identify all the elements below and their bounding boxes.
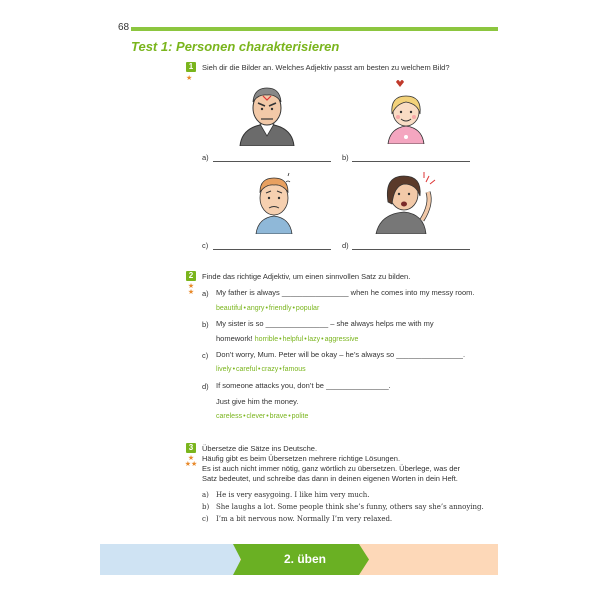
answer-label-c: c) [202,241,209,250]
answer-line-a[interactable] [213,161,331,162]
answer-line-d[interactable] [352,249,470,250]
option-word[interactable]: famous [282,366,306,373]
happy-girl-illustration [384,78,428,144]
task3-item-c-text: I’m a bit nervous now. Normally I’m very relaxed. [216,515,393,523]
answer-line-c[interactable] [213,249,331,250]
task3-instruction [202,444,482,484]
instruction-line: Es ist auch nicht immer nötig, ganz wörtlich zu übersetzen. Überlege, was der [202,464,461,473]
option-word[interactable]: friendly [268,305,292,312]
task2-item-d-sentence: If someone attacks you, don’t be _______________. [216,381,391,390]
answer-label-a: a) [202,153,209,162]
task2-item-c-sentence: Don’t worry, Mum. Peter will be okay – he’s always so ________________. [216,350,466,359]
three-stars-icon: ★ ★★ [184,455,198,468]
task3-number-badge: 3 [186,443,196,453]
answer-label-b: b) [342,153,349,162]
option-word[interactable]: careful [236,366,258,373]
task2-item-d-sentence-cont: Just give him the money. [216,397,299,406]
page-number: 68 [118,22,130,33]
task3-item-b-label: b) [202,503,210,511]
task2-item-d-label: d) [202,382,209,391]
instruction-line: Satz bedeutet, und schreibe das dann in deinen eigenen Worten in dein Heft. [202,474,458,483]
task2-instruction: Finde das richtige Adjektiv, um einen sinnvollen Satz zu bilden. [202,272,411,281]
option-word[interactable]: aggressive [324,336,359,343]
instruction-line: Häufig gibt es beim Übersetzen mehrere richtige Lösungen. [202,454,401,463]
page-title: Test 1: Personen charakterisieren [131,39,340,54]
option-word[interactable]: popular [295,305,320,312]
task2-number-badge: 2 [186,271,196,281]
option-word[interactable]: careless [216,413,243,420]
task3-item-b-text: She laughs a lot. Some people think she’s funny, others say she’s annoying. [216,503,484,511]
task2-item-a-options: beautiful•angry•friendly•popular [216,305,320,312]
angry-man-illustration [236,82,298,146]
task2-item-b-sentence-cont: homework! horrible•helpful•lazy•aggressive [216,334,359,343]
task2-item-b-label: b) [202,320,209,329]
option-word[interactable]: clever [246,413,266,420]
two-stars-icon: ★ ★ [187,283,195,296]
task2-item-c-options: lively•careful•crazy•famous [216,366,306,373]
answer-line-b[interactable] [352,161,470,162]
task3-item-a-label: a) [202,491,209,499]
option-word[interactable]: brave [269,413,288,420]
option-word[interactable]: lazy [307,336,321,343]
option-word[interactable]: crazy [261,366,279,373]
section-banner [100,544,498,575]
task2-item-b-sentence: My sister is so _______________ – she always helps me with my [216,319,434,328]
task1-number-badge: 1 [186,62,196,72]
banner-label: 2. üben [283,552,326,566]
option-word[interactable]: polite [291,413,309,420]
header-rule [131,27,498,31]
answer-label-d: d) [342,241,349,250]
instruction-line: Übersetze die Sätze ins Deutsche. [202,444,318,453]
task2-item-a-label: a) [202,289,209,298]
task2-item-d-options: careless•clever•brave•polite [216,413,309,420]
banner-left-segment [100,544,240,575]
annoyed-woman-illustration [374,164,440,234]
option-word[interactable]: angry [246,305,265,312]
option-word[interactable]: beautiful [216,305,243,312]
task2-item-c-label: c) [202,351,209,360]
option-word[interactable]: lively [216,366,232,373]
sentence-tail: homework! [216,334,253,343]
task3-item-a-text: He is very easygoing. I like him very much. [216,491,370,499]
task3-item-c-label: c) [202,515,209,523]
option-word[interactable]: helpful [282,336,304,343]
option-word[interactable]: horrible [254,336,279,343]
star-icon: ★ [186,75,193,82]
task1-instruction: Sieh dir die Bilder an. Welches Adjektiv passt am besten zu welchem Bild? [202,63,450,72]
task2-item-a-sentence: My father is always ________________ when he comes into my messy room. [216,288,475,297]
worried-boy-illustration [252,166,296,234]
